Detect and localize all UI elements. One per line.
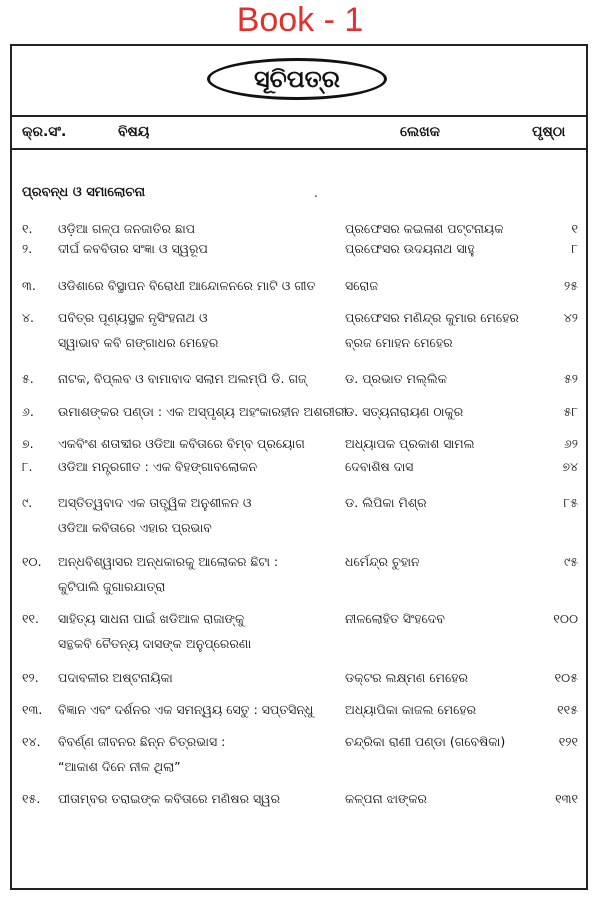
entry-title: ସନ୍ଥକବି ଚୈତନ୍ୟ ଦାସଙ୍କ ଅନୁପ୍ରେରଣା	[58, 636, 252, 651]
entry-number: ୫.	[22, 371, 34, 386]
entry-page: ୫୨	[563, 371, 578, 386]
entry-title: ଉମାଶଙ୍କର ପଣ୍ଡା : ଏକ ଅସ୍ପୃଶ୍ୟ ଅହଂକାରହୀନ ଅଶରୀରୀ	[58, 404, 348, 419]
entry-author: ଅଧ୍ୟାପିକା କାଜଲ ମେହେର	[345, 702, 477, 717]
entry-author: ଦେବାଶିଷ ଦାସ	[345, 459, 414, 474]
entry-title: ପୀତାମ୍ବର ତରାଇଙ୍କ କବିତାରେ ମଣିଷର ସ୍ୱର	[58, 791, 281, 806]
entry-page: ୧୩୧	[555, 791, 578, 806]
entry-page: ୧୦୦	[553, 611, 578, 626]
entry-title: ବିବର୍ଣ୍ଣ ଜୀବନର ଛିନ୍ନ ଚିତ୍ରଭାସ :	[58, 734, 226, 749]
entry-author: ଡ. ଲିପିକା ମିଶ୍ର	[345, 495, 427, 510]
entry-author: ଡ. ପ୍ରଭାତ ମଲ୍ଲିକ	[345, 371, 447, 386]
entry-page: ୧୦୫	[554, 670, 578, 685]
entry-number: ୧୧.	[22, 611, 39, 626]
entry-number: ୯.	[22, 495, 33, 510]
entry-number: ୨.	[22, 241, 33, 256]
col-header-subject: ବିଷୟ	[118, 124, 150, 140]
entry-author: ଚନ୍ଦ୍ରିକା ରାଣୀ ପଣ୍ଡା (ଗବେଷିକା)	[345, 734, 506, 749]
entry-number: ୧.	[22, 221, 33, 236]
book-title: Book - 1	[236, 1, 364, 39]
entry-page: ୫୮	[563, 404, 578, 419]
entry-author: ଅଧ୍ୟାପକ ପ୍ରକାଶ ସାମଲ	[345, 436, 475, 451]
entry-page: ୧୧୫	[557, 702, 578, 717]
entry-title: ଦୀର୍ଘ କବବିତାର ସଂଜ୍ଞା ଓ ସ୍ୱରୂପ	[58, 241, 208, 256]
entry-title: ଓଡିଆ ମନ୍ତ୍ରଗୀତ : ଏକ ବିହଙ୍ଗାବଲୋକନ	[58, 459, 258, 474]
section-heading: ପ୍ରବନ୍ଧ ଓ ସମାଲୋଚନା	[22, 185, 146, 200]
entry-author: ଡ. ସତ୍ୟନାରାୟଣ ଠାକୁର	[345, 404, 464, 419]
entry-page: ୯୫	[563, 554, 578, 569]
entry-page: ୮	[571, 241, 578, 256]
entry-number: ୪.	[22, 310, 34, 325]
entry-number: ୭.	[22, 436, 34, 451]
entry-title: ପଦାବଳୀର ଅଷ୍ଟନାୟିକା	[58, 670, 173, 685]
contents-heading: ସୂଚିପତ୍ର	[207, 58, 387, 100]
entry-number: ୧୩.	[22, 702, 43, 717]
entry-author: ବ୍ରଜ ମୋହନ ମେହେର	[345, 335, 453, 350]
entry-title: ଓଡିଆ କବିତାରେ ଏହାର ପ୍ରଭାବ	[58, 520, 212, 535]
entry-title: ଓଡିଶାରେ ବିସ୍ଥାପନ ବିରୋଧୀ ଆନ୍ଦୋଳନରେ ମାଟି ଓ ଗୀତ	[58, 278, 316, 293]
entry-page: ୪୨	[563, 310, 578, 325]
entry-author: ପ୍ରଫେସର କଇଳାଶ ପଟ୍ଟନାୟକ	[345, 221, 504, 236]
entry-title: ବିଜ୍ଞାନ ଏବଂ ଦର୍ଶନର ଏକ ସମନ୍ୱୟ ସେତୁ : ସପ୍ତସିନ୍ଧୁ	[58, 702, 314, 717]
entry-page: ୧୨୧	[558, 734, 578, 749]
entry-title: କୁଟିପାଲି ଜୁଗାରଯାତ୍ରା	[58, 579, 166, 594]
entry-page: ୨୫	[563, 278, 578, 293]
entry-number: ୬.	[22, 404, 34, 419]
entry-title: ଏକବିଂଶ ଶତାବ୍ଦୀର ଓଡିଆ କବିତାରେ ବିମ୍ବ ପ୍ରୟୋଗ	[58, 436, 305, 451]
entry-title: ଓଡ଼ିଆ ଗଳ୍ପ ଜନଜାତିର ଛାପ	[58, 221, 196, 236]
entry-author: ନୀଳଲୋହିତ ସିଂହଦେବ	[345, 611, 445, 626]
entry-author: ପ୍ରଫେସର ମଣିନ୍ଦ୍ର କୁମାର ମେହେର	[345, 310, 519, 325]
entry-number: ୮.	[22, 459, 33, 474]
entry-author: ଡକ୍ଟର ଲକ୍ଷ୍ମଣ ମେହେର	[345, 670, 468, 685]
entry-title: ପବିତ୍ର ପୂଣ୍ୟସ୍ଥଳ ନୃସିଂହନାଥ ଓ	[58, 310, 208, 325]
entry-page: ୬୨	[563, 436, 578, 451]
entry-author: କଳ୍ପନା ଝାଙ୍କର	[345, 791, 428, 806]
entry-title: ଅସ୍ତିତ୍ୱବାଦ ଏକ ତାତ୍ତ୍ୱିକ ଅନୁଶୀଳନ ଓ	[58, 495, 252, 510]
entry-number: ୧୪.	[22, 734, 41, 749]
stray-dot: .	[314, 186, 318, 200]
entry-page: ୮୫	[563, 495, 578, 510]
entry-author: ଧର୍ମେନ୍ଦ୍ର ଚୁହାନ	[345, 554, 420, 569]
entry-title: “ଆକାଶ ଦିନେ ନୀଳ ଥିଲା”	[58, 759, 181, 774]
entry-number: ୧୨.	[22, 670, 39, 685]
col-header-page: ପୃଷ୍ଠା	[532, 124, 566, 140]
entry-title: ନାଟକ, ବିପ୍ଲବ ଓ ବାମାବାଦ ସଲାମ ଅଲମ୍ପି ଡି. ଗଜ୍	[58, 371, 307, 386]
entry-author: ସରୋଜ	[345, 278, 378, 293]
entry-title: ଅନ୍ଧବିଶ୍ୱାସର ଅନ୍ଧକାରକୁ ଆଲୋକର ଛିଟା :	[58, 554, 279, 569]
entry-author: ପ୍ରଫେସର ଉଦୟନାଥ ସାହୁ	[345, 241, 475, 256]
entry-title: ସ୍ୱାଭାବ କବି ଗଙ୍ଗାଧର ମେହେର	[58, 335, 219, 350]
divider	[10, 148, 588, 150]
entry-page: ୭୪	[562, 459, 578, 474]
entry-number: ୩.	[22, 278, 36, 293]
entry-number: ୧୫.	[22, 791, 41, 806]
entry-number: ୧୦.	[22, 554, 42, 569]
entry-title: ସାହିତ୍ୟ ସାଧନା ପାଇଁ ଖଡିଆଳ ରାଜାଙ୍କୁ	[58, 611, 245, 626]
entry-page: ୧	[571, 221, 578, 236]
col-header-author: ଲେଖକ	[400, 124, 441, 140]
col-header-sl: କ୍ର.ସଂ.	[22, 124, 67, 140]
divider	[10, 115, 588, 117]
